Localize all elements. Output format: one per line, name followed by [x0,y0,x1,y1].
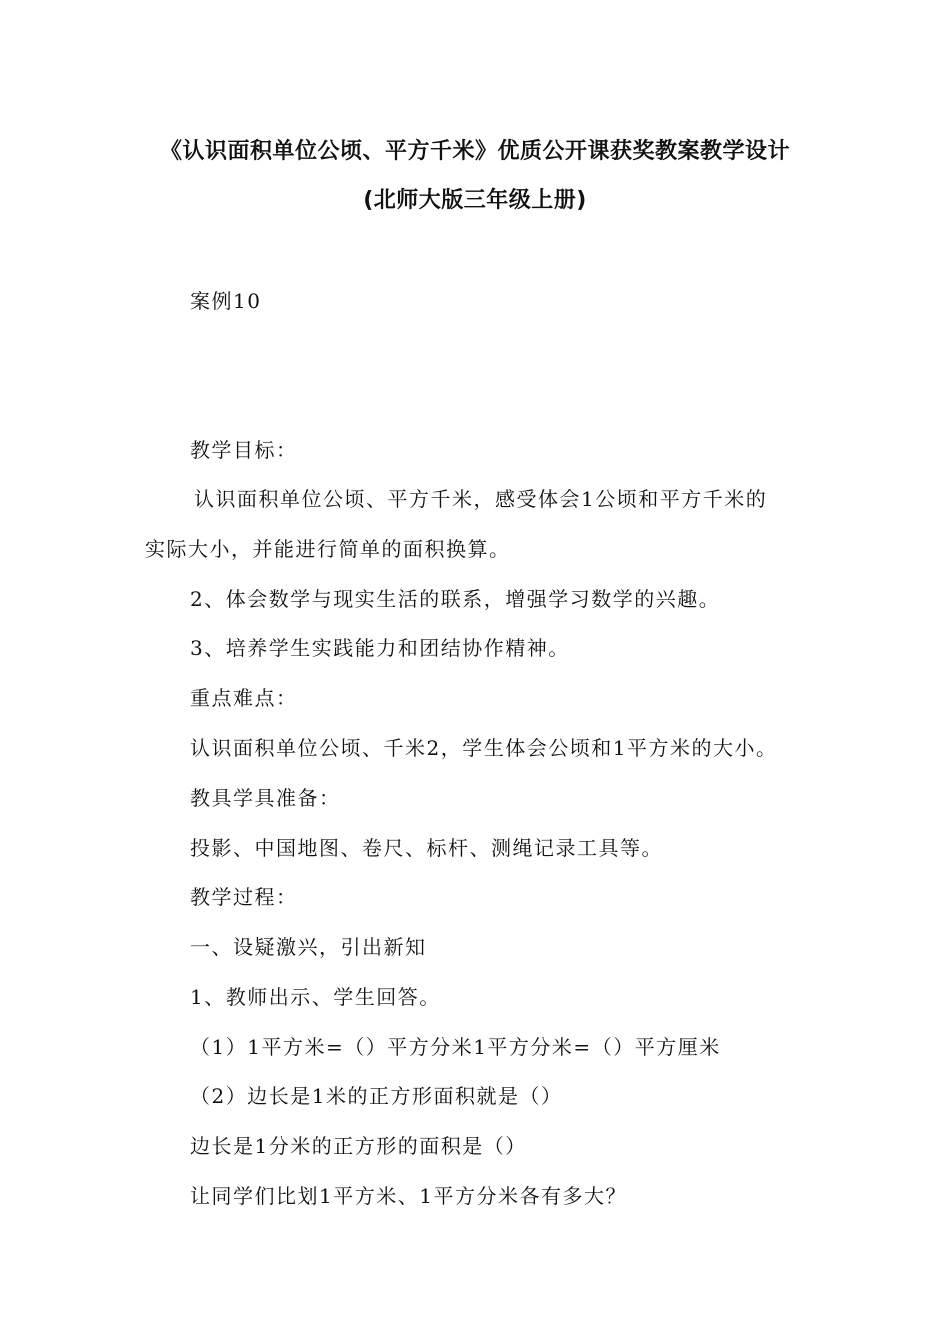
paragraph-step-1-heading: 一、设疑激兴，引出新知 [190,935,427,959]
section-heading-objectives: 教学目标： [190,438,298,462]
paragraph-question-2-cont: 边长是1分米的正方形的面积是（） [190,1134,527,1158]
paragraph-activity: 让同学们比划1平方米、1平方分米各有多大？ [190,1184,627,1208]
document-subtitle: (北师大版三年级上册) [363,188,587,213]
document-title: 《认识面积单位公顷、平方千米》优质公开课获奖教案教学设计 [159,139,790,164]
paragraph-objective-2: 2、体会数学与现实生活的联系，增强学习数学的兴趣。 [190,587,721,611]
paragraph-question-1: （1）1平方米=（）平方分米1平方分米=（）平方厘米 [190,1035,721,1059]
paragraph-objective-1: 认识面积单位公顷、平方千米，感受体会1公顷和平方千米的 [194,487,768,511]
paragraph-step-1-1: 1、教师出示、学生回答。 [190,985,441,1009]
paragraph-key-points: 认识面积单位公顷、千米2，学生体会公顷和1平方米的大小。 [190,736,778,760]
section-heading-process: 教学过程： [190,885,298,909]
case-label: 案例10 [190,289,262,313]
paragraph-objective-3: 3、培养学生实践能力和团结协作精神。 [190,636,570,660]
paragraph-materials: 投影、中国地图、卷尺、标杆、测绳记录工具等。 [190,836,663,860]
paragraph-objective-1-cont: 实际大小，并能进行简单的面积换算。 [145,537,511,561]
section-heading-key-points: 重点难点： [190,686,298,710]
section-heading-materials: 教具学具准备： [190,786,341,810]
paragraph-question-2: （2）边长是1米的正方形面积就是（） [190,1084,563,1108]
